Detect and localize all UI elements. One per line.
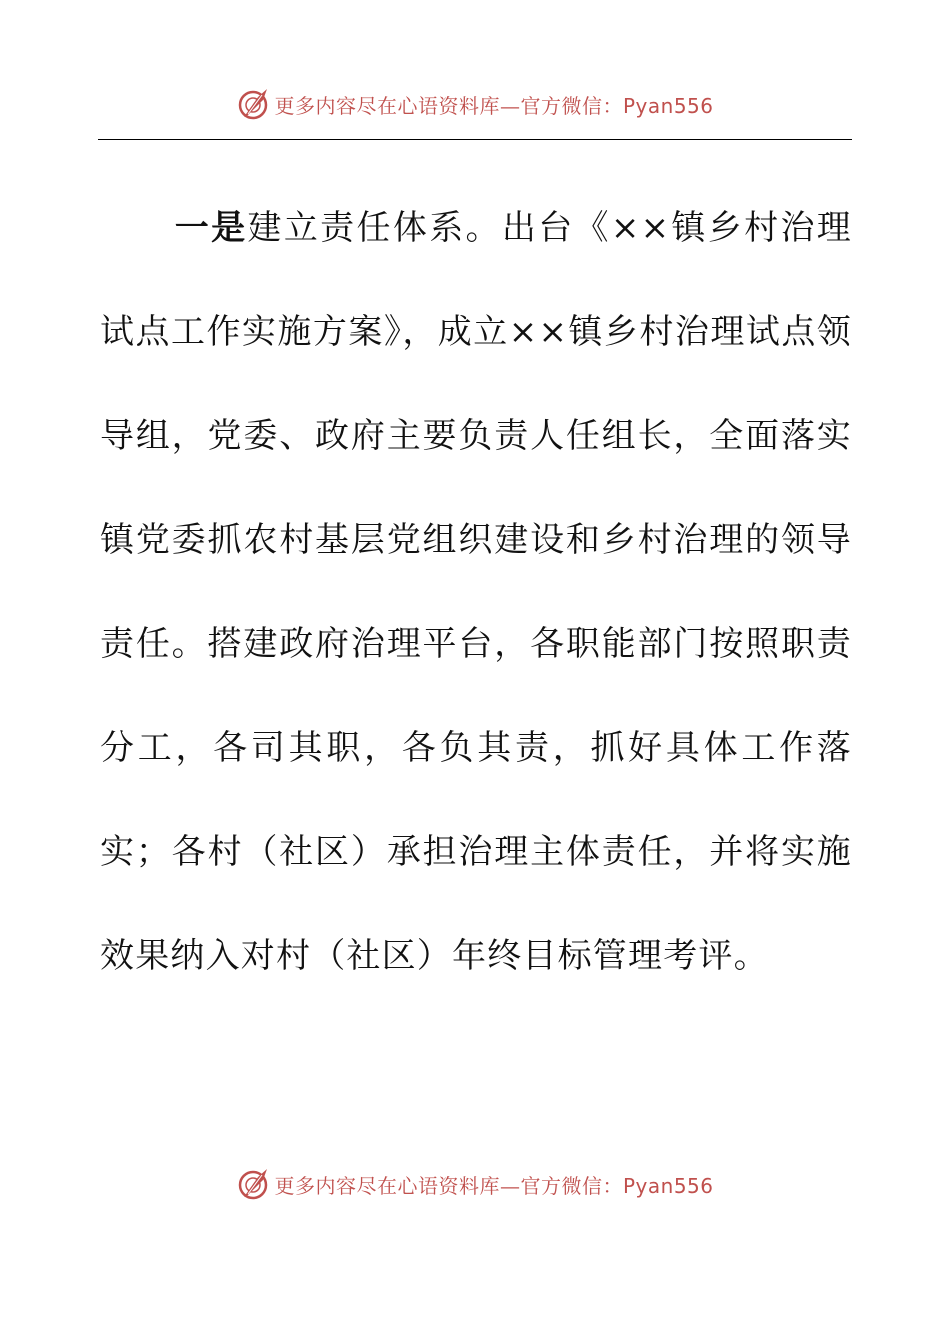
header-wechat-id: Pyan556 (622, 93, 714, 118)
header-watermark-text (274, 90, 713, 119)
header-divider (98, 139, 852, 140)
quill-pen-logo-icon (236, 87, 270, 121)
footer-watermark (0, 1164, 950, 1204)
quill-pen-logo-icon (236, 1167, 270, 1201)
footer-brand-text: 更多内容尽在心语资料库 (274, 1173, 500, 1198)
header-dash: — (499, 93, 521, 118)
paragraph-text: 建立责任体系。出台《××镇乡村治理试点工作实施方案》，成立××镇乡村治理试点领导组，党委、政府主要负责人任组长，全面落实镇党委抓农村基层党组织建设和乡村治理的领导责任。搭建政府治理平台，各职能部门按照职责分工，各司其职，各负其责，抓好具体工作落实；各村（社区）承担治理主体责任，并将实施效果纳入对村（社区）年终目标管理考评。 (100, 208, 852, 976)
footer-wechat-id: Pyan556 (622, 1173, 714, 1198)
header-brand-text: 更多内容尽在心语资料库 (274, 93, 500, 118)
paragraph-lead: 一是 (174, 208, 248, 248)
footer-dash: — (499, 1173, 521, 1198)
footer-wechat-label: 官方微信： (520, 1173, 623, 1198)
body-paragraph (100, 176, 852, 1008)
header-watermark (0, 84, 950, 124)
header-wechat-label: 官方微信： (520, 93, 623, 118)
footer-watermark-text (274, 1170, 713, 1199)
